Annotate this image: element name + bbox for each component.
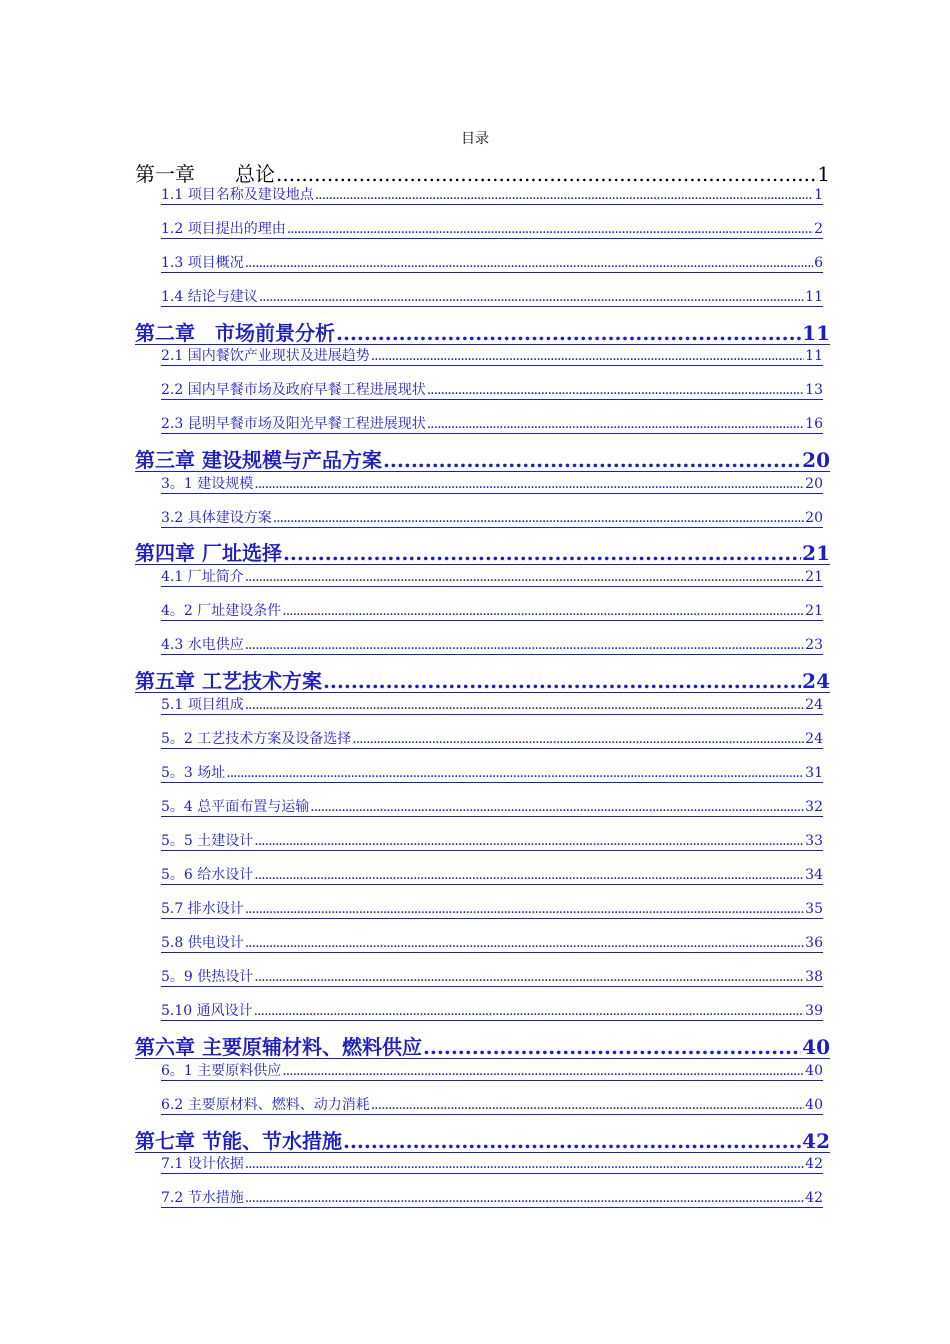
toc-page-number: 40 (805, 1097, 823, 1113)
toc-section-link[interactable] (161, 637, 823, 655)
toc-section-link[interactable] (161, 867, 823, 885)
toc-page-number: 16 (805, 416, 823, 432)
toc-leader-dots (245, 901, 804, 918)
toc-page-number: 40 (805, 1063, 823, 1079)
toc-leader-dots (352, 731, 804, 748)
toc-chapter-link[interactable] (135, 1036, 830, 1059)
toc-chapter-link[interactable] (135, 449, 830, 472)
toc-page-number: 20 (802, 449, 830, 472)
toc-leader-dots (245, 1190, 804, 1207)
toc-chapter-link[interactable] (135, 542, 830, 565)
toc-entry-label: 第五章 工艺技术方案 (135, 670, 322, 693)
toc-entry-label: 第六章 主要原辅材料、燃料供应 (135, 1036, 422, 1059)
toc-entry-label: 5。4 总平面布置与运输 (161, 799, 310, 815)
toc-entry-label: 2.2 国内早餐市场及政府早餐工程进展现状 (161, 382, 426, 398)
toc-entry-label: 4。2 厂址建设条件 (161, 603, 282, 619)
toc-section-link[interactable] (161, 289, 823, 307)
toc-page-number: 42 (805, 1156, 823, 1172)
toc-section-link[interactable] (161, 187, 823, 205)
toc-leader-dots (254, 867, 804, 884)
toc-leader-dots (283, 542, 801, 564)
toc-section-link[interactable] (161, 1156, 823, 1174)
toc-entry-label: 5.8 供电设计 (161, 935, 244, 951)
toc-leader-dots (315, 187, 813, 204)
toc-page-number: 24 (802, 670, 830, 693)
toc-page-number: 21 (805, 569, 823, 585)
toc-page-number: 34 (805, 867, 823, 883)
toc-section-link[interactable] (161, 799, 823, 817)
toc-leader-dots (310, 799, 804, 816)
toc-entry-label: 1.4 结论与建议 (161, 289, 258, 305)
toc-page-number: 36 (805, 935, 823, 951)
toc-page-number: 31 (805, 765, 823, 781)
toc-entry-label: 5。9 供热设计 (161, 969, 254, 985)
toc-page-number: 24 (805, 697, 823, 713)
toc-section-link[interactable] (161, 1003, 823, 1021)
toc-leader-dots (427, 382, 804, 399)
toc-section-link[interactable] (161, 969, 823, 987)
toc-entry-label: 3.2 具体建设方案 (161, 510, 272, 526)
toc-page-number: 21 (802, 542, 830, 565)
toc-leader-dots (254, 1003, 805, 1020)
toc-leader-dots (245, 637, 804, 654)
toc-chapter-link[interactable] (135, 322, 830, 345)
toc-page-number: 1 (817, 162, 830, 186)
toc-page-number: 6 (814, 255, 823, 271)
toc-leader-dots (336, 322, 801, 344)
toc-page-number: 21 (805, 603, 823, 619)
toc-entry-label: 6。1 主要原料供应 (161, 1063, 282, 1079)
toc-page-number: 1 (814, 187, 823, 203)
toc-chapter-link[interactable] (135, 670, 830, 693)
toc-entry-label: 5.1 项目组成 (161, 697, 244, 713)
toc-page-number: 11 (805, 289, 823, 305)
toc-section-link[interactable] (161, 935, 823, 953)
toc-leader-dots (273, 510, 804, 527)
toc-section-link[interactable] (161, 1063, 823, 1081)
toc-entry-label: 1.3 项目概况 (161, 255, 244, 271)
toc-leader-dots (254, 476, 804, 493)
toc-entry-label: 4.1 厂址简介 (161, 569, 244, 585)
toc-leader-dots (245, 569, 804, 586)
toc-entry-label: 2.3 昆明早餐市场及阳光早餐工程进展现状 (161, 416, 426, 432)
toc-page-number: 38 (805, 969, 823, 985)
toc-page-number: 42 (805, 1190, 823, 1206)
toc-section-link[interactable] (161, 731, 823, 749)
toc-leader-dots (282, 603, 804, 620)
toc-entry-label: 1.2 项目提出的理由 (161, 221, 286, 237)
toc-entry-label: 3。1 建设规模 (161, 476, 254, 492)
toc-section-link[interactable] (161, 603, 823, 621)
toc-leader-dots (371, 1097, 804, 1114)
toc-page-number: 33 (805, 833, 823, 849)
toc-chapter-link[interactable] (135, 1130, 830, 1153)
toc-page-number: 11 (805, 348, 823, 364)
toc-entry-label: 第三章 建设规模与产品方案 (135, 449, 382, 472)
toc-leader-dots (423, 1036, 801, 1058)
toc-leader-dots (226, 765, 804, 782)
page-title: 目录 (461, 131, 489, 147)
toc-chapter-link[interactable] (135, 158, 830, 187)
toc-page-number: 40 (802, 1036, 830, 1059)
toc-leader-dots (282, 1063, 804, 1080)
toc-section-link[interactable] (161, 255, 823, 273)
toc-entry-label: 7.1 设计依据 (161, 1156, 244, 1172)
toc-entry-label: 4.3 水电供应 (161, 637, 244, 653)
toc-leader-dots (383, 449, 801, 471)
toc-section-link[interactable] (161, 510, 823, 528)
toc-section-link[interactable] (161, 382, 823, 400)
toc-entry-label: 1.1 项目名称及建设地点 (161, 187, 314, 203)
toc-section-link[interactable] (161, 1097, 823, 1115)
toc-leader-dots (323, 670, 801, 692)
toc-leader-dots (254, 833, 804, 850)
toc-leader-dots (343, 1130, 801, 1152)
toc-section-link[interactable] (161, 833, 823, 851)
toc-entry-label: 5。2 工艺技术方案及设备选择 (161, 731, 352, 747)
toc-leader-dots (245, 697, 804, 714)
toc-entry-label: 第一章 总论 (135, 162, 275, 186)
toc-leader-dots (259, 289, 804, 306)
toc-entry-label: 5。6 给水设计 (161, 867, 254, 883)
toc-section-link[interactable] (161, 416, 823, 434)
toc-entry-label: 5.7 排水设计 (161, 901, 244, 917)
toc-page-number: 23 (805, 637, 823, 653)
toc-page-number: 20 (805, 510, 823, 526)
toc-leader-dots (254, 969, 804, 986)
toc-leader-dots (287, 221, 813, 238)
toc-page-number: 24 (805, 731, 823, 747)
toc-entry-label: 5。5 土建设计 (161, 833, 254, 849)
toc-entry-label: 2.1 国内餐饮产业现状及进展趋势 (161, 348, 370, 364)
toc-section-link[interactable] (161, 348, 823, 366)
toc-page-number: 2 (814, 221, 823, 237)
toc-leader-dots (245, 935, 804, 952)
toc-page-number: 11 (802, 322, 830, 345)
toc-section-link[interactable] (161, 697, 823, 715)
toc-leader-dots (276, 162, 816, 186)
toc-section-link[interactable] (161, 1190, 823, 1208)
toc-section-link[interactable] (161, 901, 823, 919)
toc-section-link[interactable] (161, 569, 823, 587)
toc-leader-dots (245, 1156, 804, 1173)
toc-entry-label: 第二章 市场前景分析 (135, 322, 335, 345)
toc-entry-label: 第七章 节能、节水措施 (135, 1130, 342, 1153)
toc-page-number: 13 (805, 382, 823, 398)
toc-page-number: 35 (805, 901, 823, 917)
toc-section-link[interactable] (161, 221, 823, 239)
toc-entry-label: 5.10 通风设计 (161, 1003, 253, 1019)
toc-page-number: 20 (805, 476, 823, 492)
toc-entry-label: 7.2 节水措施 (161, 1190, 244, 1206)
toc-leader-dots (371, 348, 804, 365)
toc-page-number: 42 (802, 1130, 830, 1153)
toc-entry-label: 第四章 厂址选择 (135, 542, 282, 565)
toc-leader-dots (427, 416, 804, 433)
toc-page-number: 39 (805, 1003, 823, 1019)
toc-section-link[interactable] (161, 476, 823, 494)
toc-page-number: 32 (805, 799, 823, 815)
toc-entry-label: 5。3 场址 (161, 765, 226, 781)
toc-entry-label: 6.2 主要原材料、燃料、动力消耗 (161, 1097, 370, 1113)
toc-leader-dots (245, 255, 813, 272)
toc-section-link[interactable] (161, 765, 823, 783)
